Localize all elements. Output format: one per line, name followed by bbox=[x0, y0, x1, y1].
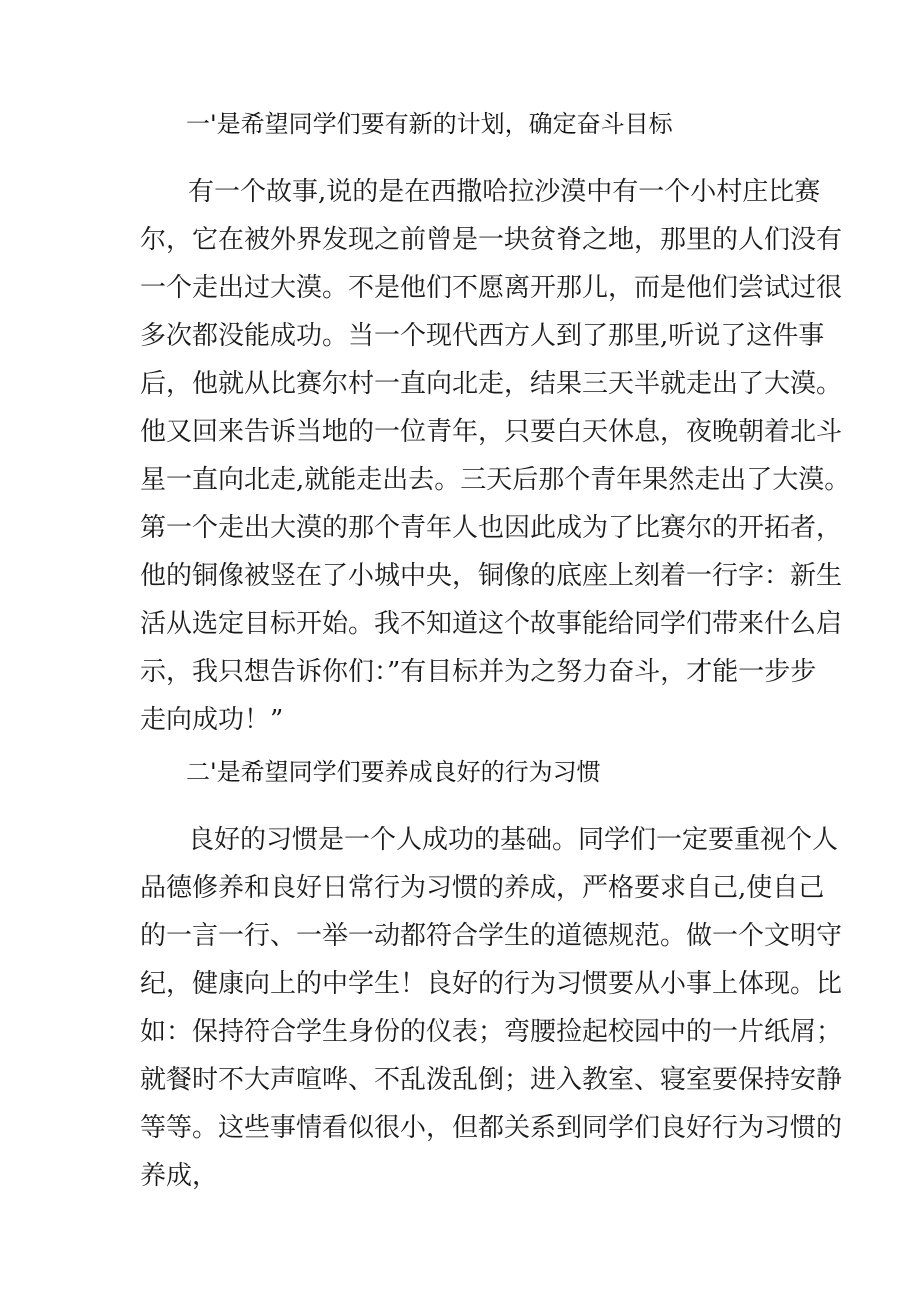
paragraph-line: 尔，它在被外界发现之前曾是一块贫脊之地，那里的人们没有 bbox=[140, 225, 843, 255]
paragraph-line: 多次都没能成功。当一个现代西方人到了那里,听说了这件事 bbox=[140, 321, 825, 351]
paragraph-habits bbox=[140, 816, 843, 1200]
section-heading-1: 一'是希望同学们要有新的计划，确定奋斗目标 bbox=[186, 110, 673, 138]
paragraph-line: 品德修养和良好日常行为习惯的养成，严格要求自己,使自己 bbox=[140, 873, 825, 903]
paragraph-line: 走向成功！” bbox=[140, 705, 284, 735]
paragraph-line: 养成， bbox=[140, 1161, 219, 1191]
paragraph-line: 他又回来告诉当地的一位青年，只要白天休息，夜晚朝着北斗 bbox=[140, 417, 843, 447]
paragraph-story bbox=[140, 168, 851, 744]
paragraph-line: 良好的习惯是一个人成功的基础。同学们一定要重视个人 bbox=[188, 825, 839, 855]
paragraph-line: 有一个故事,说的是在西撒哈拉沙漠中有一个小村庄比赛 bbox=[188, 177, 821, 207]
section-heading-2: 二'是希望同学们要养成良好的行为习惯 bbox=[186, 758, 601, 786]
paragraph-line: 第一个走出大漠的那个青年人也因此成为了比赛尔的开拓者， bbox=[140, 513, 843, 543]
paragraph-line: 星一直向北走,就能走出去。三天后那个青年果然走出了大漠。 bbox=[140, 465, 851, 495]
paragraph-line: 纪，健康向上的中学生！良好的行为习惯要从小事上体现。比 bbox=[140, 969, 843, 999]
paragraph-line: 就餐时不大声喧哗、不乱泼乱倒；进入教室、寝室要保持安静 bbox=[140, 1065, 843, 1095]
paragraph-line: 示，我只想告诉你们：”有目标并为之努力奋斗，才能一步步 bbox=[140, 657, 817, 687]
paragraph-line: 他的铜像被竖在了小城中央，铜像的底座上刻着一行字：新生 bbox=[140, 561, 843, 591]
paragraph-line: 如：保持符合学生身份的仪表；弯腰捡起校园中的一片纸屑； bbox=[140, 1017, 843, 1047]
paragraph-line: 活从选定目标开始。我不知道这个故事能给同学们带来什么启 bbox=[140, 609, 843, 639]
paragraph-line: 的一言一行、一举一动都符合学生的道德规范。做一个文明守 bbox=[140, 921, 843, 951]
paragraph-line: 后，他就从比赛尔村一直向北走，结果三天半就走出了大漠。 bbox=[140, 369, 843, 399]
paragraph-line: 一个走出过大漠。不是他们不愿离开那儿，而是他们尝试过很 bbox=[140, 273, 843, 303]
paragraph-line: 等等。这些事情看似很小，但都关系到同学们良好行为习惯的 bbox=[140, 1113, 843, 1143]
